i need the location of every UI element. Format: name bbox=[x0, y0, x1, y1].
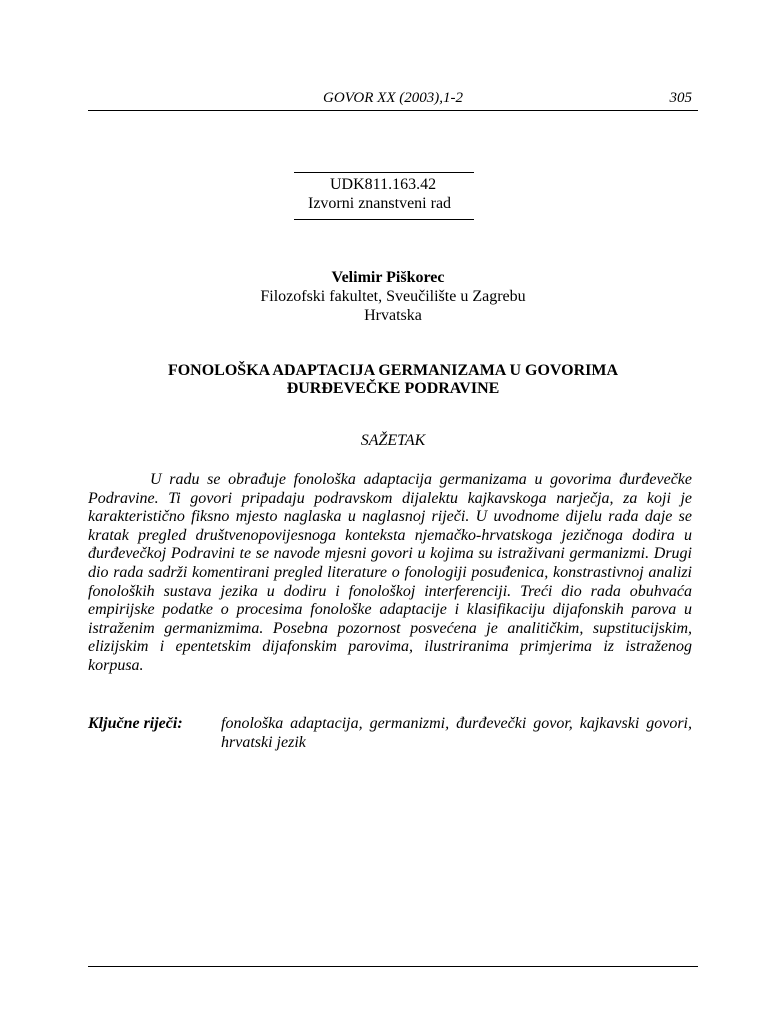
keywords-label: Ključne riječi: bbox=[88, 715, 183, 732]
journal-citation: GOVOR XX (2003),1-2 bbox=[323, 90, 463, 106]
running-header bbox=[88, 90, 698, 110]
header-rule bbox=[88, 110, 698, 111]
paper-title bbox=[88, 362, 698, 398]
page-number: 305 bbox=[669, 90, 692, 106]
abstract-heading: SAŽETAK bbox=[360, 432, 426, 449]
udk-code: UDK811.163.42 bbox=[330, 176, 437, 193]
paper-title-line-2: ĐURĐEVEČKE PODRAVINE bbox=[286, 380, 500, 397]
paper-title-line-1: FONOLOŠKA ADAPTACIJA GERMANIZAMA U GOVORIMA bbox=[167, 362, 619, 379]
author-affiliation: Filozofski fakultet, Sveučilište u Zagrebu bbox=[260, 288, 526, 305]
author-block bbox=[88, 268, 698, 325]
abstract-text: U radu se obrađuje fonološka adaptacija germanizama u govorima đurđevečke Podravine. Ti govori pripadaju podravskom dijalektu kajkavskoga narječja, za koji je karakteristično fiksno mjesto naglaska u naglasnoj riječi. U uvodnome dijelu rada daje se kratak pregled društvenopovijesnoga konteksta njemačko-hrvatskoga jezičnoga dodira u đurđevečkoj Podravini te se navode mjesni govori u kojima su istraživani germanizmi. Drugi dio rada sadrži komentirani pregled literature o fonologiji posuđenica, konstrastivnoj analizi fonoloških sustava jezika u dodiru i fonološkoj interferenciji. Treći dio rada obuhvaća empirijske podatke o procesima fonološke adaptacije i klasifikaciju dijafonskih parova u istraženim germanizmima. Posebna pozornost posvećena je analitičkim, supstitucijskim, elizijskim i epentetskim dijafonskim parovima, ilustriranima primjerima iz istraženog korpusa. bbox=[88, 471, 692, 674]
classification-box bbox=[294, 172, 474, 220]
classification-rule-top bbox=[294, 172, 474, 173]
author-name: Velimir Piškorec bbox=[331, 269, 445, 286]
author-country: Hrvatska bbox=[364, 307, 422, 324]
paper-category: Izvorni znanstveni rad bbox=[308, 195, 452, 212]
classification-rule-bottom bbox=[294, 219, 474, 220]
footer-rule bbox=[88, 966, 698, 967]
keywords-text: fonološka adaptacija, germanizmi, đurđevečki govor, kajkavski govori, hrvatski jezik bbox=[221, 715, 692, 751]
